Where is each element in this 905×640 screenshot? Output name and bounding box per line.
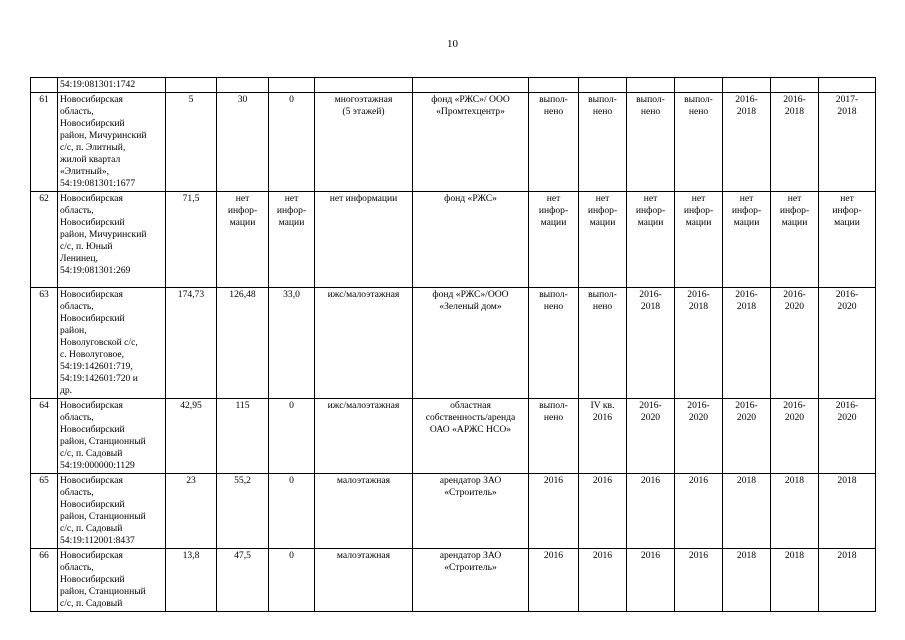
cell-stage-1: выпол- нено	[529, 399, 579, 474]
cell-built: 33,0	[269, 288, 315, 399]
table-row	[31, 399, 876, 474]
cell-area: 174,73	[166, 288, 217, 399]
cell-stage-5: 2016- 2020	[723, 399, 771, 474]
cell-stage-1: выпол- нено	[529, 288, 579, 399]
cell-stage-4: 2016- 2018	[675, 288, 723, 399]
cell-cadastral-number: 54:19:081301:1742	[58, 78, 166, 93]
cell-stage-2: IV кв. 2016	[579, 399, 627, 474]
cell-stage-7: 2018	[819, 474, 876, 549]
cell-stage-7: 2016- 2020	[819, 288, 876, 399]
cell-stage-5: 2016- 2018	[723, 288, 771, 399]
cell-stage-3: 2016- 2020	[627, 399, 675, 474]
cell-row-number: 62	[31, 192, 58, 288]
cell-area: 13,8	[166, 549, 217, 612]
cell-row-number: 66	[31, 549, 58, 612]
cell-stage-6: 2016- 2018	[771, 93, 819, 192]
cell-built: 0	[269, 399, 315, 474]
cell-capacity: 55,2	[217, 474, 269, 549]
cell-stage-5: нет инфор- мации	[723, 192, 771, 288]
cell-stage-3: нет инфор- мации	[627, 192, 675, 288]
cell-stage-7: нет инфор- мации	[819, 192, 876, 288]
table-row-continuation	[31, 78, 876, 93]
cell-stage-4: 2016	[675, 474, 723, 549]
cell-address: Новосибирская область, Новосибирский район, Станционный с/с, п. Садовый 54:19:000000:1129	[58, 399, 166, 474]
cell-stage-6: 2018	[771, 549, 819, 612]
table-row	[31, 93, 876, 192]
cell-capacity: 30	[217, 93, 269, 192]
cell-owner: фонд «РЖС»/ ООО «Промтехцентр»	[413, 93, 529, 192]
table-row	[31, 474, 876, 549]
cell-stage-1: нет инфор- мации	[529, 192, 579, 288]
cell-row-number: 65	[31, 474, 58, 549]
cell-stage-2: 2016	[579, 474, 627, 549]
cell-capacity: нет инфор- мации	[217, 192, 269, 288]
cell-area: 5	[166, 93, 217, 192]
cell-stage-7: 2018	[819, 549, 876, 612]
cell-stage-7: 2016- 2020	[819, 399, 876, 474]
cell-stage-1: 2016	[529, 474, 579, 549]
cell-stage-3: 2016	[627, 549, 675, 612]
cell-capacity: 115	[217, 399, 269, 474]
cell-building-type: малоэтажная	[315, 474, 413, 549]
cell-stage-3: 2016	[627, 474, 675, 549]
cell-address: Новосибирская область, Новосибирский район, Станционный с/с, п. Садовый	[58, 549, 166, 612]
cell-stage-3: выпол- нено	[627, 93, 675, 192]
cell-stage-1: 2016	[529, 549, 579, 612]
page-number: 10	[447, 38, 458, 50]
cell-built: 0	[269, 474, 315, 549]
cell-owner: областная собственность/аренда ОАО «АРЖС НСО»	[413, 399, 529, 474]
cell-building-type: ижс/малоэтажная	[315, 399, 413, 474]
cell-owner: арендатор ЗАО «Строитель»	[413, 549, 529, 612]
cell-owner: фонд «РЖС»	[413, 192, 529, 288]
cell-area: 23	[166, 474, 217, 549]
cell-row-number: 61	[31, 93, 58, 192]
cell-address: Новосибирская область, Новосибирский район, Мичуринский с/с, п. Элитный, жилой квартал «Элитный», 54:19:081301:1677	[58, 93, 166, 192]
cell-capacity: 47,5	[217, 549, 269, 612]
cell-stage-3: 2016- 2018	[627, 288, 675, 399]
cell-stage-5: 2016- 2018	[723, 93, 771, 192]
cell-stage-2: выпол- нено	[579, 288, 627, 399]
cell-building-type: многоэтажная (5 этажей)	[315, 93, 413, 192]
cell-area: 42,95	[166, 399, 217, 474]
table-row	[31, 549, 876, 612]
table-row	[31, 192, 876, 288]
cell-stage-6: 2018	[771, 474, 819, 549]
cell-stage-2: 2016	[579, 549, 627, 612]
cell-stage-4: 2016	[675, 549, 723, 612]
cell-stage-6: 2016- 2020	[771, 288, 819, 399]
cell-building-type: нет информации	[315, 192, 413, 288]
cell-building-type: малоэтажная	[315, 549, 413, 612]
cell-stage-5: 2018	[723, 549, 771, 612]
cell-area: 71,5	[166, 192, 217, 288]
cell-stage-6: 2016- 2020	[771, 399, 819, 474]
cell-owner: фонд «РЖС»/ООО «Зеленый дом»	[413, 288, 529, 399]
cell-stage-1: выпол- нено	[529, 93, 579, 192]
cell-row-number: 64	[31, 399, 58, 474]
cell-empty	[31, 78, 58, 93]
cell-row-number: 63	[31, 288, 58, 399]
cell-stage-7: 2017- 2018	[819, 93, 876, 192]
cell-built: 0	[269, 93, 315, 192]
cell-built: 0	[269, 549, 315, 612]
cell-building-type: ижс/малоэтажная	[315, 288, 413, 399]
cell-capacity: 126,48	[217, 288, 269, 399]
cell-stage-2: нет инфор- мации	[579, 192, 627, 288]
cell-stage-4: 2016- 2020	[675, 399, 723, 474]
cell-address: Новосибирская область, Новосибирский район, Станционный с/с, п. Садовый 54:19:112001:8437	[58, 474, 166, 549]
cell-built: нет инфор- мации	[269, 192, 315, 288]
table-row	[31, 288, 876, 399]
cell-stage-2: выпол- нено	[579, 93, 627, 192]
cell-stage-4: выпол- нено	[675, 93, 723, 192]
cell-owner: арендатор ЗАО «Строитель»	[413, 474, 529, 549]
cell-address: Новосибирская область, Новосибирский район, Мичуринский с/с, п. Юный Ленинец, 54:19:081301:269	[58, 192, 166, 288]
cell-address: Новосибирская область, Новосибирский район, Новолуговской с/с, с. Новолуговое, 54:19:142601:719, 54:19:142601:720 и др.	[58, 288, 166, 399]
cell-stage-5: 2018	[723, 474, 771, 549]
land-plots-table	[30, 77, 876, 612]
cell-stage-4: нет инфор- мации	[675, 192, 723, 288]
cell-stage-6: нет инфор- мации	[771, 192, 819, 288]
